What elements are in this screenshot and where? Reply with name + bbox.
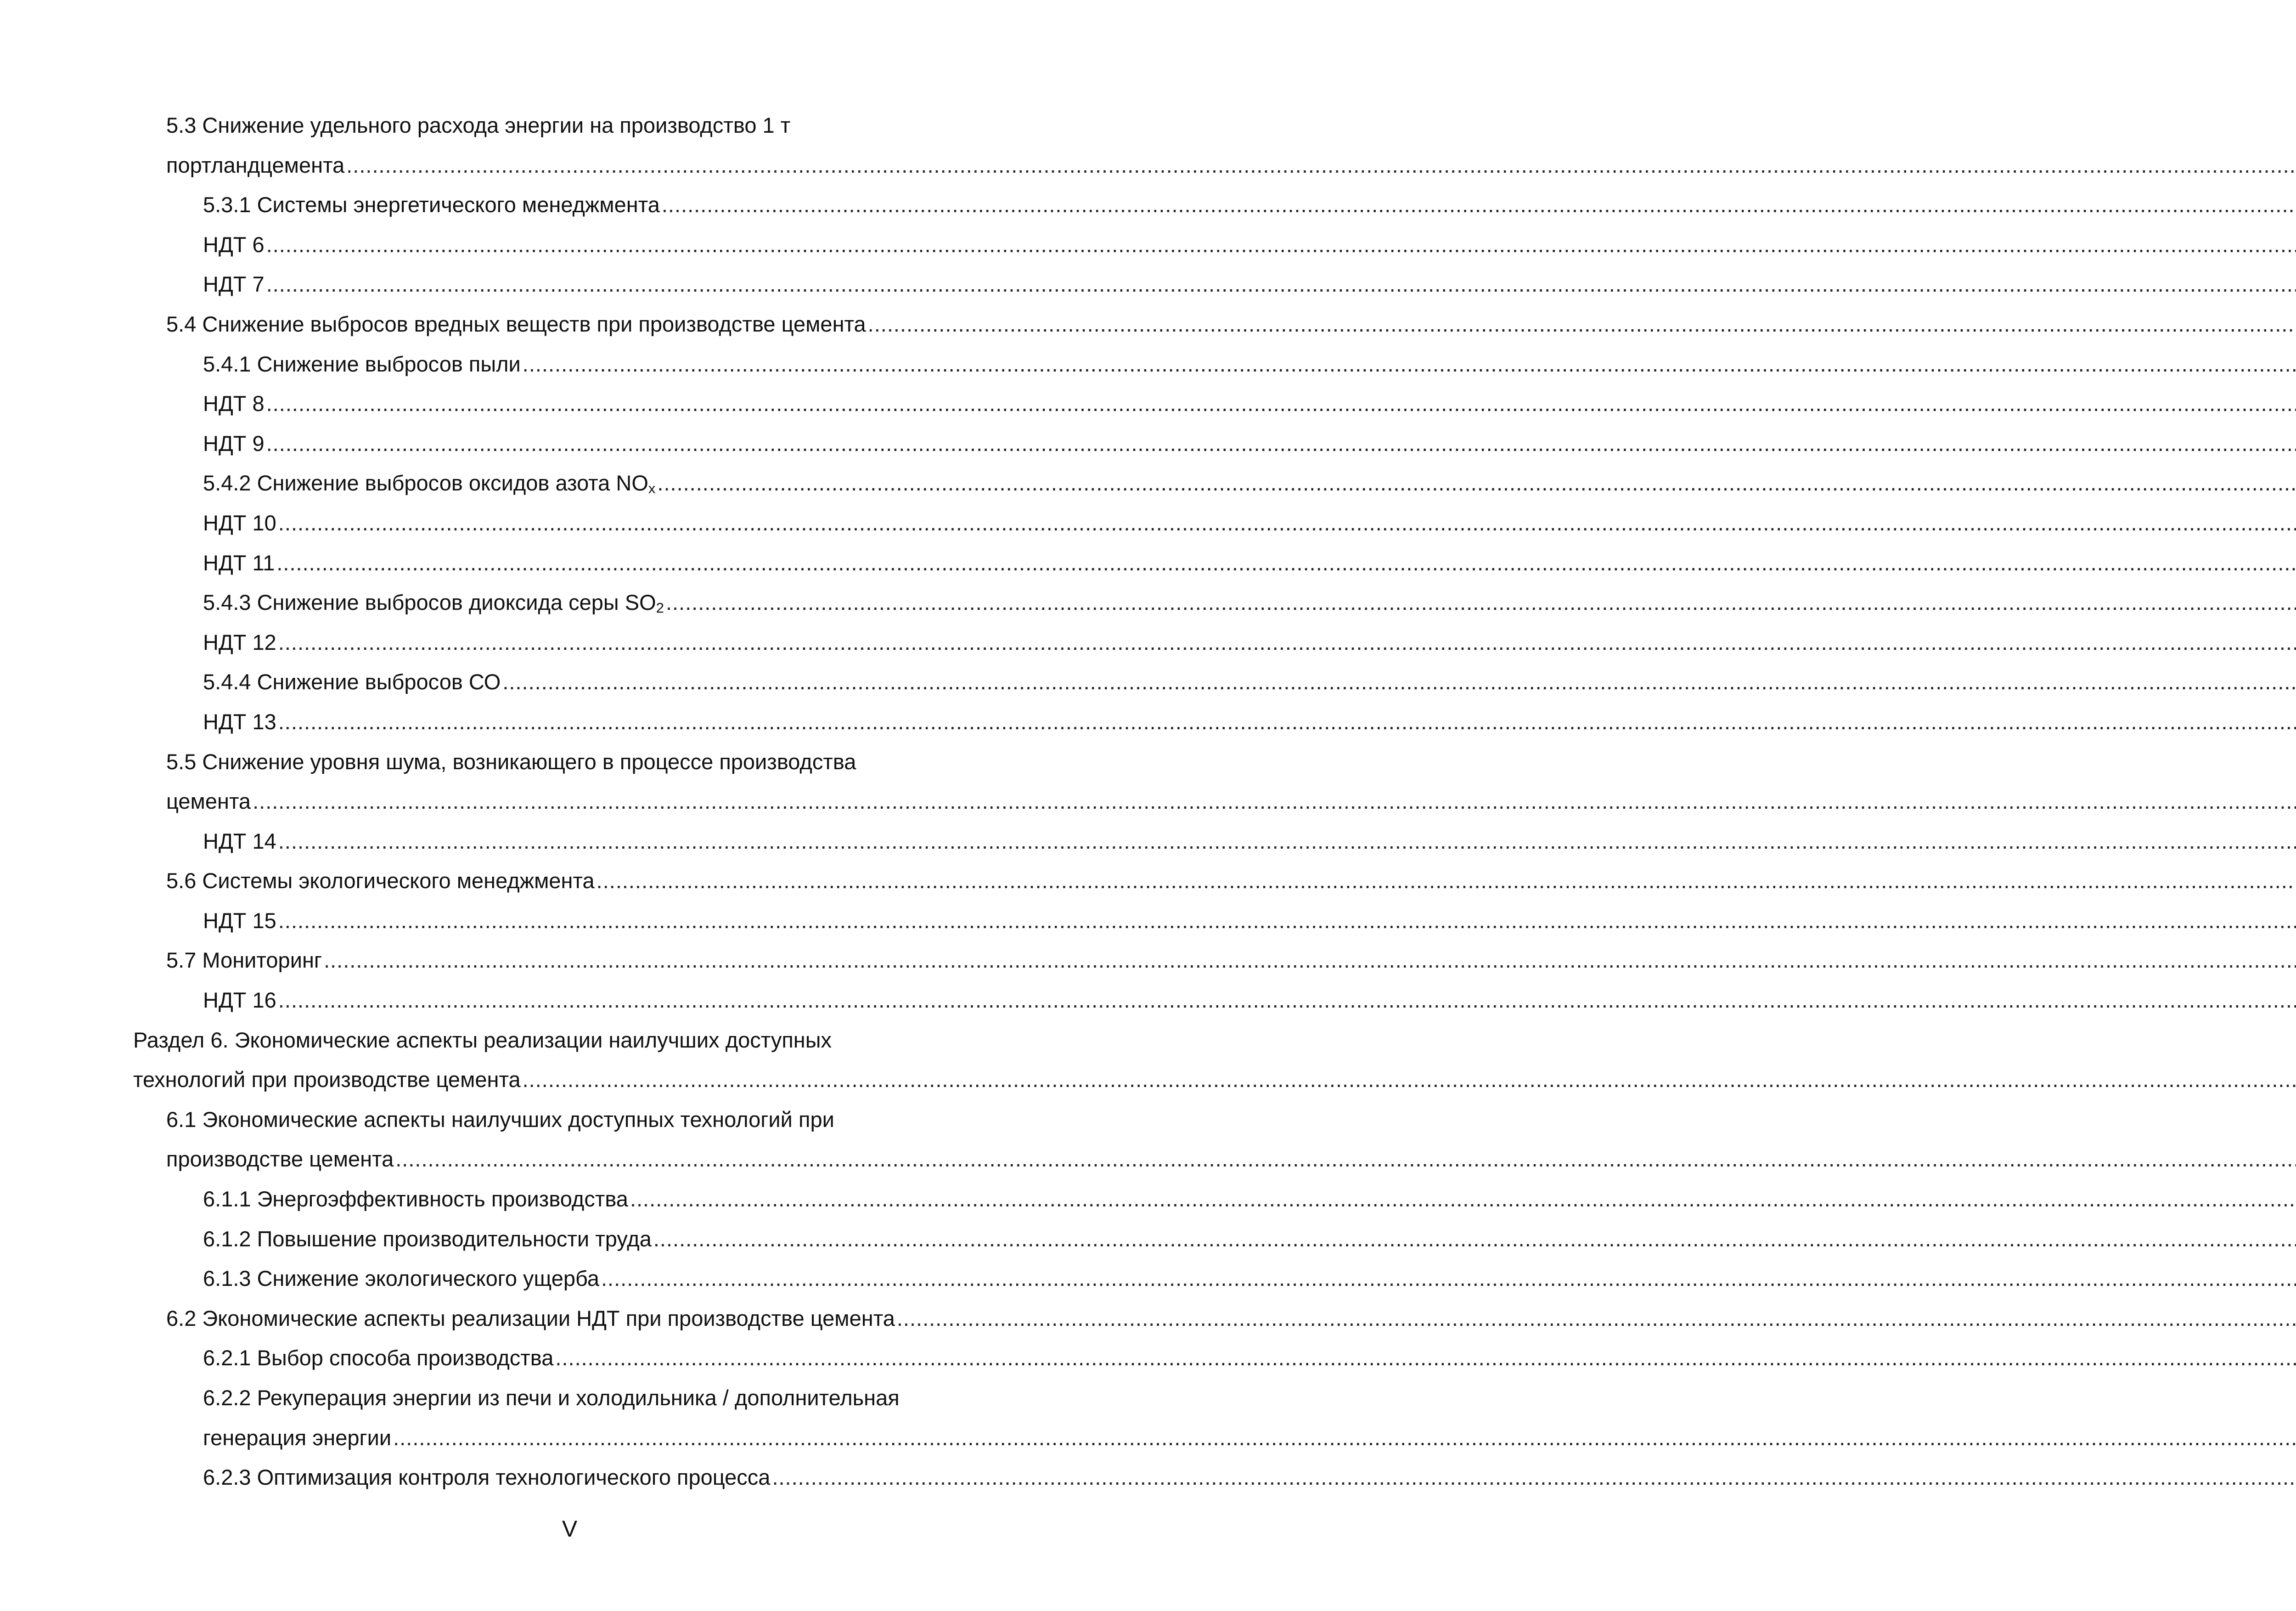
dot-leader <box>278 980 2296 1020</box>
toc-entry[interactable] <box>133 861 1088 901</box>
toc-entry-title-text: 5.4.4 Снижение выбросов СО <box>203 670 501 694</box>
toc-entry-title <box>203 1219 652 1259</box>
toc-entry-title-text: НДТ 6 <box>203 232 264 257</box>
toc-entry-title <box>203 583 664 623</box>
toc-entry-title-text: 5.4.1 Снижение выбросов пыли <box>203 351 521 376</box>
toc-entry-title-text: НДТ 13 <box>203 709 276 734</box>
toc-entry-title <box>203 901 276 941</box>
toc-entry[interactable] <box>133 106 1088 146</box>
dot-leader <box>278 901 2296 941</box>
toc-entry-title-text: НДТ 16 <box>203 988 276 1013</box>
toc-entry-title-text: 5.6 Системы экологического менеджмента <box>166 868 595 893</box>
toc-entry[interactable] <box>133 225 1088 265</box>
dot-leader <box>395 1139 2296 1179</box>
toc-entry-title-text: портландцемента <box>166 152 345 177</box>
dot-leader <box>597 861 2296 901</box>
dot-leader <box>897 1299 2296 1339</box>
toc-entry-title-text: НДТ 11 <box>203 550 275 575</box>
toc-entry[interactable] <box>133 901 1088 941</box>
toc-entry-title <box>203 463 655 503</box>
toc-entry-title <box>203 623 276 663</box>
toc-entry[interactable] <box>133 742 1088 782</box>
toc-entry[interactable] <box>133 384 1088 424</box>
toc-entry-title-text: технологий при производстве цемента <box>133 1067 521 1092</box>
dot-leader <box>868 304 2296 344</box>
toc-entry-title-text: НДТ 15 <box>203 908 276 933</box>
toc-entry[interactable] <box>133 1219 1088 1259</box>
toc-entry-title <box>203 702 276 742</box>
toc-entry-title <box>203 822 276 862</box>
toc-entry[interactable] <box>133 463 1088 503</box>
toc-entry-title-text: 5.3.1 Системы энергетического менеджмента <box>203 192 660 217</box>
toc-entry-title-text: 6.1.2 Повышение производительности труда <box>203 1226 652 1251</box>
dot-leader <box>266 384 2296 424</box>
toc-entry-title <box>203 384 264 424</box>
toc-entry-title <box>166 106 790 146</box>
toc-entry[interactable] <box>133 543 1088 583</box>
toc-entry-title-text: 5.3 Снижение удельного расхода энергии на производство 1 т <box>166 113 791 137</box>
toc-entry-title <box>166 304 866 344</box>
toc-entry-title <box>133 1020 832 1060</box>
toc-entry-title-text: НДТ 8 <box>203 391 264 416</box>
toc-entry-title-text: НДТ 14 <box>203 828 276 853</box>
toc-entry-title <box>203 1338 553 1378</box>
dot-leader <box>657 463 2296 503</box>
toc-entry[interactable] <box>133 1139 1088 1179</box>
dot-leader <box>266 265 2296 304</box>
toc-entry-title <box>166 782 251 822</box>
toc-entry-title <box>166 146 344 186</box>
dot-leader <box>523 344 2296 384</box>
toc-entry-title-text: генерация энергии <box>203 1425 392 1450</box>
dot-leader <box>662 185 2296 225</box>
dot-leader <box>346 146 2296 186</box>
toc-entry-title-text: 6.2 Экономические аспекты реализации НДТ при производстве цемента <box>166 1306 895 1330</box>
dot-leader <box>555 1338 2296 1378</box>
dot-leader <box>523 1060 2296 1100</box>
toc-entry-title-text: цемента <box>166 789 251 814</box>
toc-entry-title <box>203 1418 391 1458</box>
toc-entry[interactable] <box>133 1259 1088 1299</box>
toc-entry[interactable] <box>133 503 1088 543</box>
toc-entry[interactable] <box>133 1458 1088 1498</box>
page-number: V <box>562 1516 578 1542</box>
toc-entry-title <box>203 344 521 384</box>
toc-entry-title <box>203 424 264 464</box>
toc-entry[interactable] <box>133 1020 1088 1060</box>
toc-entry-title-text: 5.4.2 Снижение выбросов оксидов азота NO <box>203 471 648 496</box>
toc-entry-title-text: 6.2.2 Рекуперация энергии из печи и холодильника / дополнительная <box>203 1386 900 1410</box>
toc-entry[interactable] <box>133 941 1088 980</box>
toc-entry-title-text: 6.2.1 Выбор способа производства <box>203 1346 554 1370</box>
toc-entry-title <box>166 941 322 980</box>
toc-entry-title-text: 6.1 Экономические аспекты наилучших доступных технологий при <box>166 1107 834 1132</box>
dot-leader <box>630 1179 2296 1219</box>
toc-entry-title-text: Раздел 6. Экономические аспекты реализации наилучших доступных <box>133 1027 832 1052</box>
toc-entry-title <box>203 1259 599 1299</box>
toc-entry-title <box>133 1060 521 1100</box>
dot-leader <box>278 822 2296 862</box>
toc-entry-title <box>203 1378 900 1418</box>
toc-entry-title-text: производстве цемента <box>166 1147 394 1172</box>
toc-entry-title-text: 5.5 Снижение уровня шума, возникающего в процессе производства <box>166 749 856 774</box>
toc-entry[interactable] <box>133 185 1088 225</box>
toc-entry[interactable] <box>133 822 1088 862</box>
dot-leader <box>653 1219 2296 1259</box>
toc-entry-title <box>203 980 276 1020</box>
toc-entry-subscript: 2 <box>656 600 664 616</box>
dot-leader <box>772 1458 2296 1498</box>
toc-entry-title <box>166 1100 834 1140</box>
toc-entry[interactable] <box>133 1378 1088 1418</box>
toc-entry[interactable] <box>133 662 1088 702</box>
toc-entry[interactable] <box>133 980 1088 1020</box>
dot-leader <box>266 225 2296 265</box>
toc-entry[interactable] <box>133 304 1088 344</box>
toc-entry-title <box>203 1458 770 1498</box>
dot-leader <box>666 583 2296 623</box>
toc-entry-title <box>203 225 264 265</box>
dot-leader <box>266 424 2296 464</box>
toc-entry-title <box>166 861 595 901</box>
toc-entry[interactable] <box>133 1100 1088 1140</box>
toc-entry-title <box>203 662 501 702</box>
dot-leader <box>393 1418 2296 1458</box>
toc-entry-title-text: 6.1.3 Снижение экологического ущерба <box>203 1266 599 1291</box>
toc-entry-title <box>203 543 275 583</box>
dot-leader <box>253 782 2296 822</box>
toc-entry[interactable] <box>133 265 1088 304</box>
toc-entry[interactable] <box>133 583 1088 623</box>
dot-leader <box>276 543 2296 583</box>
toc-entry-title-text: НДТ 12 <box>203 630 276 654</box>
dot-leader <box>601 1259 2296 1299</box>
toc-entry[interactable] <box>133 344 1088 384</box>
toc-entry[interactable] <box>133 1060 1088 1100</box>
toc-entry[interactable] <box>133 702 1088 742</box>
toc-entry[interactable] <box>133 146 1088 186</box>
dot-leader <box>278 623 2296 663</box>
table-of-contents <box>133 106 1088 1498</box>
toc-entry-title-text: НДТ 9 <box>203 431 264 456</box>
dot-leader <box>278 702 2296 742</box>
toc-entry-title <box>166 1139 394 1179</box>
toc-entry[interactable] <box>133 1338 1088 1378</box>
toc-entry[interactable] <box>133 1179 1088 1219</box>
toc-entry-subscript: x <box>648 480 656 497</box>
dot-leader <box>502 662 2296 702</box>
toc-entry-title-text: НДТ 10 <box>203 510 276 535</box>
dot-leader <box>324 941 2296 980</box>
toc-entry-title-text: 5.4.3 Снижение выбросов диоксида серы SO <box>203 590 656 615</box>
toc-entry-title-text: НДТ 7 <box>203 272 264 297</box>
toc-entry-title <box>203 1179 628 1219</box>
toc-entry-title-text: 5.7 Мониторинг <box>166 948 322 973</box>
toc-entry-title <box>203 185 660 225</box>
toc-entry[interactable] <box>133 1418 1088 1458</box>
toc-entry[interactable] <box>133 424 1088 464</box>
toc-entry-title <box>166 1299 895 1339</box>
toc-entry[interactable] <box>133 1299 1088 1339</box>
toc-entry-title <box>203 265 264 304</box>
toc-entry-title-text: 5.4 Снижение выбросов вредных веществ при производстве цемента <box>166 311 866 336</box>
toc-entry-title-text: 6.1.1 Энергоэффективность производства <box>203 1187 628 1211</box>
toc-entry-title <box>203 503 276 543</box>
toc-entry-title-text: 6.2.3 Оптимизация контроля технологического процесса <box>203 1465 771 1490</box>
toc-entry[interactable] <box>133 623 1088 663</box>
toc-entry-title <box>166 742 856 782</box>
dot-leader <box>278 503 2296 543</box>
toc-entry[interactable] <box>133 782 1088 822</box>
